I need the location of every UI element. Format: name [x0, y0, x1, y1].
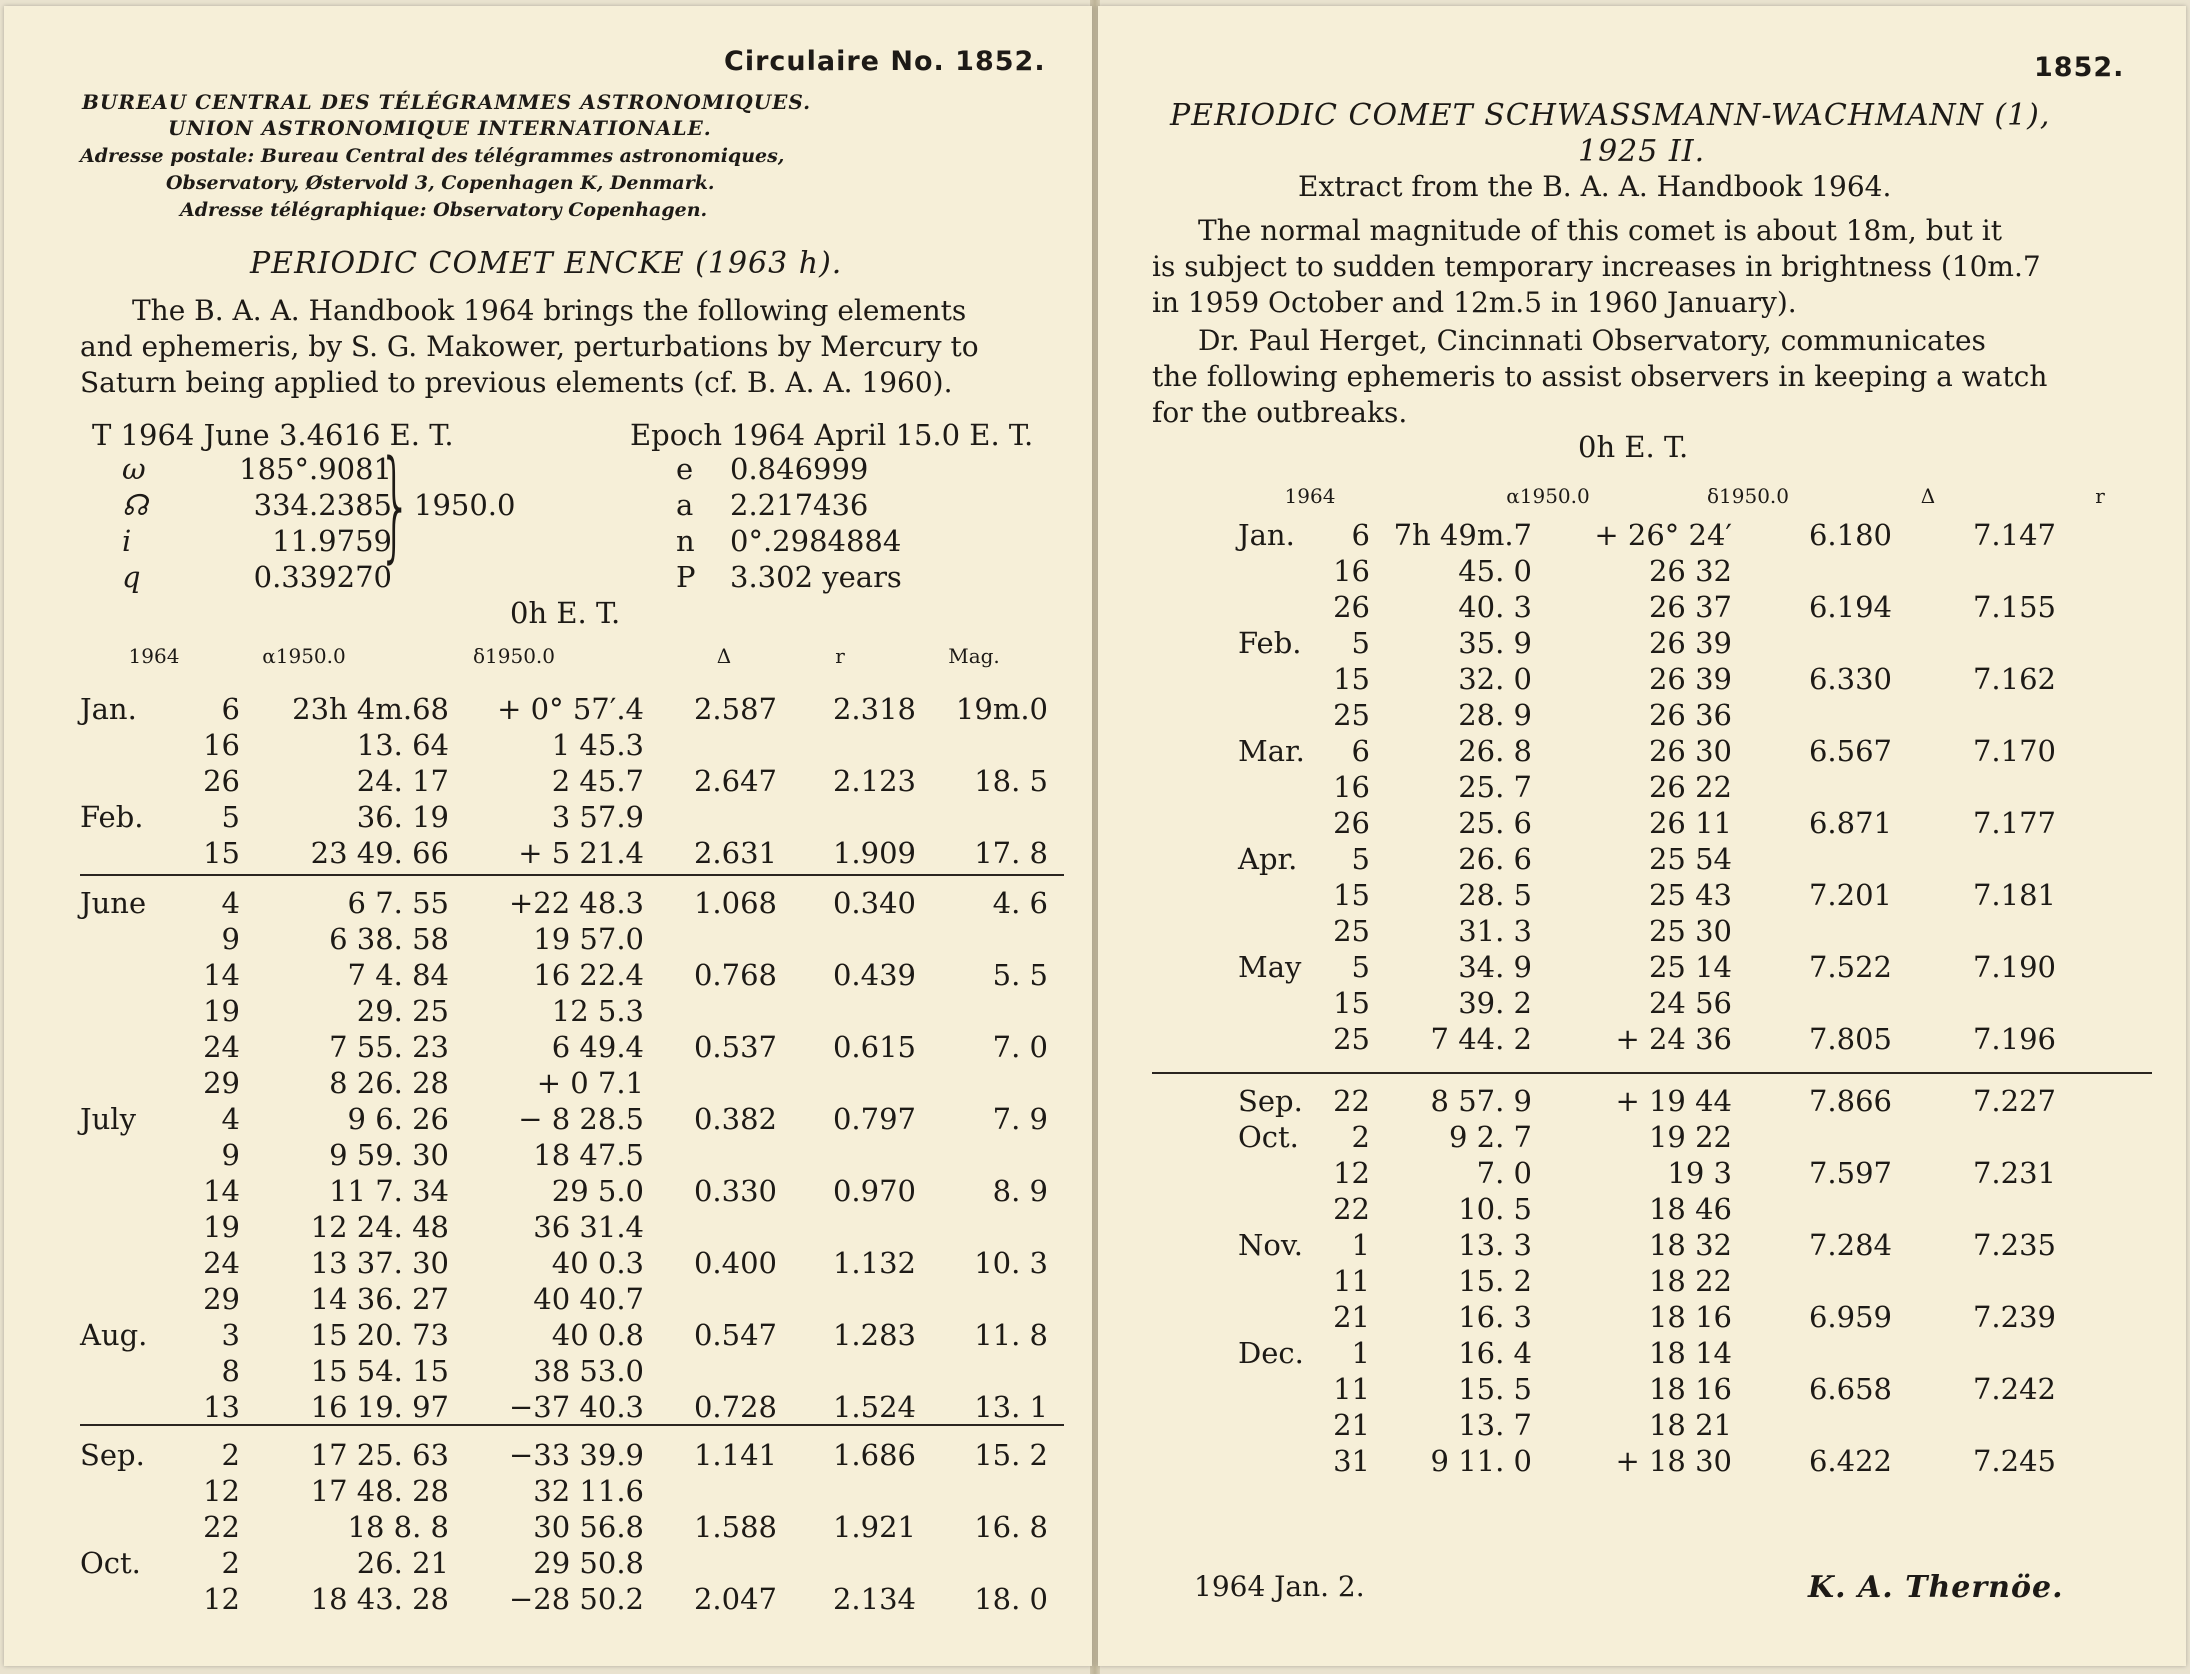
table-rule [80, 1424, 1064, 1426]
table-cell: 9 59. 30 [329, 1138, 449, 1172]
table-cell: May [1238, 950, 1302, 984]
table-cell: 18 21 [1648, 1408, 1732, 1442]
table-cell: 1.132 [832, 1246, 916, 1280]
table-cell: 2.587 [693, 692, 777, 726]
table-cell: 0.615 [832, 1030, 916, 1064]
table-cell: + 19 44 [1615, 1084, 1732, 1118]
table-cell: 39. 2 [1458, 986, 1532, 1020]
epoch: Epoch 1964 April 15.0 E. T. [630, 418, 1034, 452]
table-cell: 18 16 [1648, 1300, 1732, 1334]
table-cell: 26. 21 [356, 1546, 449, 1580]
table-cell: 16 [203, 728, 240, 762]
table-cell: 18 16 [1648, 1372, 1732, 1406]
table-cell: 9 6. 26 [347, 1102, 449, 1136]
table-cell: 0.340 [832, 886, 916, 920]
table-cell: 7.177 [1972, 806, 2056, 840]
table-cell: 13. 7 [1458, 1408, 1532, 1442]
table-cell: 16 [1333, 554, 1370, 588]
table-cell: 13. 1 [974, 1390, 1048, 1424]
table-cell: 7 44. 2 [1430, 1022, 1532, 1056]
table-cell: 1.068 [693, 886, 777, 920]
column-header: α1950.0 [262, 644, 346, 668]
element-symbol: i [122, 524, 132, 558]
column-header: Mag. [948, 644, 1000, 668]
table-cell: 16 19. 97 [310, 1390, 449, 1424]
table-cell: 12 [203, 1474, 240, 1508]
table-cell: 7.170 [1972, 734, 2056, 768]
table-cell: 15 [1333, 878, 1370, 912]
table-cell: 7.147 [1972, 518, 2056, 552]
table-cell: −37 40.3 [509, 1390, 644, 1424]
table-cell: + 0 7.1 [536, 1066, 644, 1100]
table-cell: 36 31.4 [533, 1210, 644, 1244]
table-cell: 40 40.7 [533, 1282, 644, 1316]
table-cell: + 24 36 [1615, 1022, 1732, 1056]
table-cell: 24. 17 [356, 764, 449, 798]
table-cell: 16. 3 [1458, 1300, 1532, 1334]
table-cell: 40 0.3 [551, 1246, 644, 1280]
table-cell: 7.235 [1972, 1228, 2056, 1262]
table-cell: 26 30 [1648, 734, 1732, 768]
table-cell: 2 [221, 1546, 240, 1580]
left-page [4, 6, 1092, 1666]
table-cell: 7.284 [1808, 1228, 1892, 1262]
circular-number: Circulaire No. 1852. [724, 46, 1046, 77]
table-cell: 15 [1333, 986, 1370, 1020]
table-cell: 29 [203, 1066, 240, 1100]
table-cell: 13. 64 [356, 728, 449, 762]
table-cell: 18 32 [1648, 1228, 1732, 1262]
para2-line-3: for the outbreaks. [1152, 396, 1408, 429]
element-value: 0°.2984884 [730, 524, 902, 558]
table-cell: 26. 8 [1458, 734, 1532, 768]
para1-line-3: in 1959 October and 12m.5 in 1960 January). [1152, 286, 1797, 319]
table-cell: Feb. [80, 800, 144, 834]
table-cell: 25 [1333, 914, 1370, 948]
table-cell: 4. 6 [992, 886, 1048, 920]
table-cell: 9 [221, 1138, 240, 1172]
element-symbol: P [676, 560, 696, 594]
sw-title-1: PERIODIC COMET SCHWASSMANN-WACHMANN (1), [1170, 98, 2051, 133]
table-cell: 25 54 [1648, 842, 1732, 876]
element-symbol: n [676, 524, 695, 558]
table-cell: 28. 9 [1458, 698, 1532, 732]
table-cell: 7.227 [1972, 1084, 2056, 1118]
table-cell: 26 [203, 764, 240, 798]
table-cell: 18 8. 8 [347, 1510, 449, 1544]
table-cell: Apr. [1238, 842, 1298, 876]
table-cell: 13 37. 30 [310, 1246, 449, 1280]
table-cell: 7. 0 [1476, 1156, 1532, 1190]
table-cell: 8 [221, 1354, 240, 1388]
table-cell: 3 [221, 1318, 240, 1352]
table-cell: + 18 30 [1615, 1444, 1732, 1478]
encke-title: PERIODIC COMET ENCKE (1963 h). [250, 246, 843, 281]
circular-number-right: 1852. [2034, 52, 2125, 83]
table-cell: + 26° 24′ [1594, 518, 1732, 552]
column-header: δ1950.0 [1706, 484, 1790, 508]
table-cell: 15 [203, 836, 240, 870]
table-cell: 19 [203, 994, 240, 1028]
table-cell: 6 [1351, 734, 1370, 768]
element-symbol: q [122, 560, 141, 594]
table-cell: 7 4. 84 [347, 958, 449, 992]
table-cell: 0.547 [693, 1318, 777, 1352]
element-value: 2.217436 [730, 488, 869, 522]
table-cell: 7.155 [1972, 590, 2056, 624]
equinox: 1950.0 [414, 488, 516, 522]
table-cell: 5 [221, 800, 240, 834]
table-cell: 26 22 [1648, 770, 1732, 804]
table-cell: 18 46 [1648, 1192, 1732, 1226]
table-cell: 36. 19 [356, 800, 449, 834]
table-cell: 19 22 [1648, 1120, 1732, 1154]
para2-line-2: the following ephemeris to assist observers in keeping a watch [1152, 360, 2048, 393]
right-page [1098, 6, 2186, 1666]
table-cell: 7.190 [1972, 950, 2056, 984]
table-cell: 5 [1351, 842, 1370, 876]
table-cell: 12 5.3 [551, 994, 644, 1028]
table-cell: 6 [1351, 518, 1370, 552]
table-rule [1152, 1072, 2152, 1074]
table-cell: 9 2. 7 [1448, 1120, 1532, 1154]
table-cell: Oct. [80, 1546, 141, 1580]
table-cell: 38 53.0 [533, 1354, 644, 1388]
sw-title-2: 1925 II. [1578, 134, 1706, 169]
table-cell: 7.597 [1808, 1156, 1892, 1190]
element-value: 185°.9081 [239, 452, 392, 486]
table-cell: 40 0.8 [551, 1318, 644, 1352]
table-cell: 26. 6 [1458, 842, 1532, 876]
table-cell: 8 57. 9 [1430, 1084, 1532, 1118]
table-cell: + 0° 57′.4 [497, 692, 644, 726]
perihelion-time: T 1964 June 3.4616 E. T. [92, 418, 454, 452]
postal-address-1: Adresse postale: Bureau Central des télégrammes astronomiques, [80, 145, 785, 167]
table-cell: 18 14 [1648, 1336, 1732, 1370]
table-cell: 6 38. 58 [329, 922, 449, 956]
table-cell: 16. 4 [1458, 1336, 1532, 1370]
table-cell: 0.768 [693, 958, 777, 992]
table-cell: 6.422 [1808, 1444, 1892, 1478]
table-cell: Jan. [1238, 518, 1295, 552]
intro-line-1: The B. A. A. Handbook 1964 brings the following elements [132, 294, 967, 327]
column-header: Δ [1920, 484, 1936, 508]
table-cell: 2 [1351, 1120, 1370, 1154]
time-label: 0h E. T. [510, 596, 621, 630]
table-cell: 26 [1333, 590, 1370, 624]
element-value: 0.846999 [730, 452, 869, 486]
table-cell: 24 [203, 1030, 240, 1064]
table-cell: 1.283 [832, 1318, 916, 1352]
table-cell: 6.658 [1808, 1372, 1892, 1406]
table-cell: 5 [1351, 950, 1370, 984]
table-cell: 8 26. 28 [329, 1066, 449, 1100]
intro-line-2: and ephemeris, by S. G. Makower, perturbations by Mercury to [80, 330, 979, 363]
table-cell: Aug. [80, 1318, 148, 1352]
table-cell: −28 50.2 [509, 1582, 644, 1616]
element-symbol: ω [122, 452, 146, 486]
table-cell: 7. 0 [992, 1030, 1048, 1064]
table-cell: 0.728 [693, 1390, 777, 1424]
table-cell: Oct. [1238, 1120, 1299, 1154]
table-cell: 7.231 [1972, 1156, 2056, 1190]
table-cell: 2.134 [832, 1582, 916, 1616]
table-cell: 23h 4m.68 [292, 692, 449, 726]
table-cell: 10. 5 [1458, 1192, 1532, 1226]
table-cell: 24 56 [1648, 986, 1732, 1020]
table-cell: 6 49.4 [551, 1030, 644, 1064]
circular-date: 1964 Jan. 2. [1194, 1570, 1365, 1603]
table-cell: 15 [1333, 662, 1370, 696]
table-cell: 14 [203, 1174, 240, 1208]
table-cell: 22 [1333, 1192, 1370, 1226]
table-cell: 2.318 [832, 692, 916, 726]
table-cell: 32. 0 [1458, 662, 1532, 696]
table-cell: 19m.0 [955, 692, 1048, 726]
table-cell: 7.866 [1808, 1084, 1892, 1118]
table-cell: 25. 6 [1458, 806, 1532, 840]
table-cell: 24 [203, 1246, 240, 1280]
element-value: 0.339270 [253, 560, 392, 594]
table-cell: 11 7. 34 [329, 1174, 449, 1208]
table-cell: June [80, 886, 147, 920]
table-cell: 22 [203, 1510, 240, 1544]
bureau-line-2: UNION ASTRONOMIQUE INTERNATIONALE. [168, 116, 712, 140]
table-cell: 13 [203, 1390, 240, 1424]
table-cell: 1.141 [693, 1438, 777, 1472]
column-header: r [2095, 484, 2105, 508]
intro-line-3: Saturn being applied to previous elements (cf. B. A. A. 1960). [80, 366, 953, 399]
table-cell: 22 [1333, 1084, 1370, 1118]
table-cell: 16. 8 [974, 1510, 1048, 1544]
table-cell: 9 11. 0 [1430, 1444, 1532, 1478]
table-cell: 18 47.5 [533, 1138, 644, 1172]
table-cell: 7.201 [1808, 878, 1892, 912]
table-cell: 7. 9 [992, 1102, 1048, 1136]
table-cell: 3 57.9 [551, 800, 644, 834]
table-cell: 7 55. 23 [329, 1030, 449, 1064]
table-cell: 16 [1333, 770, 1370, 804]
table-cell: 26 36 [1648, 698, 1732, 732]
para1-line-1: The normal magnitude of this comet is about 18m, but it [1198, 214, 2003, 247]
table-cell: 12 24. 48 [310, 1210, 449, 1244]
para2-line-1: Dr. Paul Herget, Cincinnati Observatory, communicates [1198, 324, 1986, 357]
table-rule [80, 874, 1064, 876]
table-cell: Feb. [1238, 626, 1302, 660]
table-cell: 18. 5 [974, 764, 1048, 798]
column-header: α1950.0 [1506, 484, 1590, 508]
table-cell: + 5 21.4 [518, 836, 644, 870]
table-cell: 15. 5 [1458, 1372, 1532, 1406]
column-header: Δ [716, 644, 732, 668]
table-cell: 18 43. 28 [310, 1582, 449, 1616]
table-cell: 23 49. 66 [310, 836, 449, 870]
column-header: r [835, 644, 845, 668]
table-cell: −33 39.9 [509, 1438, 644, 1472]
element-symbol: e [676, 452, 694, 486]
table-cell: 32 11.6 [533, 1474, 644, 1508]
column-header: 1964 [128, 644, 180, 668]
table-cell: 18. 0 [974, 1582, 1048, 1616]
table-cell: 2 [221, 1438, 240, 1472]
table-cell: 31. 3 [1458, 914, 1532, 948]
time-label-right: 0h E. T. [1578, 430, 1689, 464]
table-cell: 26 37 [1648, 590, 1732, 624]
table-cell: 14 36. 27 [310, 1282, 449, 1316]
table-cell: 19 [203, 1210, 240, 1244]
table-cell: 15 54. 15 [310, 1354, 449, 1388]
table-cell: 7.242 [1972, 1372, 2056, 1406]
table-cell: 4 [221, 1102, 240, 1136]
table-cell: 0.970 [832, 1174, 916, 1208]
table-cell: 28. 5 [1458, 878, 1532, 912]
table-cell: 26 39 [1648, 626, 1732, 660]
table-cell: 7h 49m.7 [1393, 518, 1532, 552]
table-cell: 14 [203, 958, 240, 992]
table-cell: 11 [1333, 1372, 1370, 1406]
table-cell: 0.537 [693, 1030, 777, 1064]
table-cell: 7.162 [1972, 662, 2056, 696]
table-cell: 1 [1351, 1228, 1370, 1262]
table-cell: 1 [1351, 1336, 1370, 1370]
column-header: 1964 [1284, 484, 1336, 508]
table-cell: 0.797 [832, 1102, 916, 1136]
signature: K. A. Thernöe. [1808, 1570, 2064, 1605]
table-cell: 40. 3 [1458, 590, 1532, 624]
table-cell: 0.330 [693, 1174, 777, 1208]
table-cell: 1.588 [693, 1510, 777, 1544]
table-cell: 26 39 [1648, 662, 1732, 696]
table-cell: 2.647 [693, 764, 777, 798]
table-cell: 19 57.0 [533, 922, 644, 956]
table-cell: 25 [1333, 698, 1370, 732]
table-cell: 25 43 [1648, 878, 1732, 912]
table-cell: Mar. [1238, 734, 1305, 768]
table-cell: 17. 8 [974, 836, 1048, 870]
table-cell: 15. 2 [1458, 1264, 1532, 1298]
table-cell: 10. 3 [974, 1246, 1048, 1280]
element-value: 334.2385 [253, 488, 392, 522]
table-cell: 31 [1333, 1444, 1370, 1478]
table-cell: 1.686 [832, 1438, 916, 1472]
table-cell: 7.181 [1972, 878, 2056, 912]
bureau-line-1: BUREAU CENTRAL DES TÉLÉGRAMMES ASTRONOMIQUES. [82, 90, 812, 114]
table-cell: 11. 8 [974, 1318, 1048, 1352]
table-cell: 2.631 [693, 836, 777, 870]
table-cell: 17 25. 63 [310, 1438, 449, 1472]
table-cell: 26 11 [1648, 806, 1732, 840]
table-cell: − 8 28.5 [518, 1102, 644, 1136]
table-cell: 6.194 [1808, 590, 1892, 624]
table-cell: 30 56.8 [533, 1510, 644, 1544]
postal-address-2: Observatory, Østervold 3, Copenhagen K, Denmark. [166, 172, 715, 194]
para1-line-2: is subject to sudden temporary increases in brightness (10m.7 [1152, 250, 2041, 283]
table-cell: 7.522 [1808, 950, 1892, 984]
table-cell: 6.180 [1808, 518, 1892, 552]
table-cell: 26 [1333, 806, 1370, 840]
table-cell: 1 45.3 [551, 728, 644, 762]
table-cell: +22 48.3 [509, 886, 644, 920]
sw-subtitle: Extract from the B. A. A. Handbook 1964. [1298, 170, 1892, 203]
table-cell: 8. 9 [992, 1174, 1048, 1208]
table-cell: 5. 5 [992, 958, 1048, 992]
table-cell: 12 [203, 1582, 240, 1616]
table-cell: 25 30 [1648, 914, 1732, 948]
table-cell: 2.123 [832, 764, 916, 798]
table-cell: July [80, 1102, 136, 1136]
table-cell: Nov. [1238, 1228, 1303, 1262]
table-cell: 1.909 [832, 836, 916, 870]
brace-symbol: } [378, 436, 413, 575]
table-cell: 0.400 [693, 1246, 777, 1280]
table-cell: 6.567 [1808, 734, 1892, 768]
table-cell: 5 [1351, 626, 1370, 660]
table-cell: Jan. [80, 692, 137, 726]
table-cell: 18 22 [1648, 1264, 1732, 1298]
table-cell: 15 20. 73 [310, 1318, 449, 1352]
element-symbol: a [676, 488, 694, 522]
table-cell: 6 [221, 692, 240, 726]
table-cell: Sep. [80, 1438, 145, 1472]
table-cell: 45. 0 [1458, 554, 1532, 588]
table-cell: 13. 3 [1458, 1228, 1532, 1262]
table-cell: 0.382 [693, 1102, 777, 1136]
table-cell: 7.196 [1972, 1022, 2056, 1056]
table-cell: 25 [1333, 1022, 1370, 1056]
table-cell: 7.805 [1808, 1022, 1892, 1056]
telegraph-address: Adresse télégraphique: Observatory Copenhagen. [180, 199, 708, 221]
table-cell: 4 [221, 886, 240, 920]
element-value: 3.302 years [730, 560, 902, 594]
table-cell: 1.524 [832, 1390, 916, 1424]
table-cell: 26 32 [1648, 554, 1732, 588]
table-cell: 2.047 [693, 1582, 777, 1616]
table-cell: 29. 25 [356, 994, 449, 1028]
table-cell: 12 [1333, 1156, 1370, 1190]
table-cell: 9 [221, 922, 240, 956]
table-cell: 6.871 [1808, 806, 1892, 840]
table-cell: 34. 9 [1458, 950, 1532, 984]
table-cell: 29 5.0 [551, 1174, 644, 1208]
table-cell: 6.330 [1808, 662, 1892, 696]
table-cell: 16 22.4 [533, 958, 644, 992]
table-cell: 19 3 [1667, 1156, 1732, 1190]
table-cell: 15. 2 [974, 1438, 1048, 1472]
table-cell: 1.921 [832, 1510, 916, 1544]
table-cell: 25. 7 [1458, 770, 1532, 804]
element-symbol: ☊ [122, 488, 148, 522]
table-cell: 7.245 [1972, 1444, 2056, 1478]
table-cell: 17 48. 28 [310, 1474, 449, 1508]
table-cell: 21 [1333, 1408, 1370, 1442]
column-header: δ1950.0 [472, 644, 556, 668]
table-cell: 35. 9 [1458, 626, 1532, 660]
table-cell: 25 14 [1648, 950, 1732, 984]
table-cell: Sep. [1238, 1084, 1303, 1118]
table-cell: 0.439 [832, 958, 916, 992]
table-cell: 21 [1333, 1300, 1370, 1334]
element-value: 11.9759 [272, 524, 392, 558]
table-cell: 11 [1333, 1264, 1370, 1298]
table-cell: 7.239 [1972, 1300, 2056, 1334]
table-cell: Dec. [1238, 1336, 1304, 1370]
table-cell: 6 7. 55 [347, 886, 449, 920]
table-cell: 29 [203, 1282, 240, 1316]
table-cell: 6.959 [1808, 1300, 1892, 1334]
table-cell: 29 50.8 [533, 1546, 644, 1580]
table-cell: 2 45.7 [551, 764, 644, 798]
